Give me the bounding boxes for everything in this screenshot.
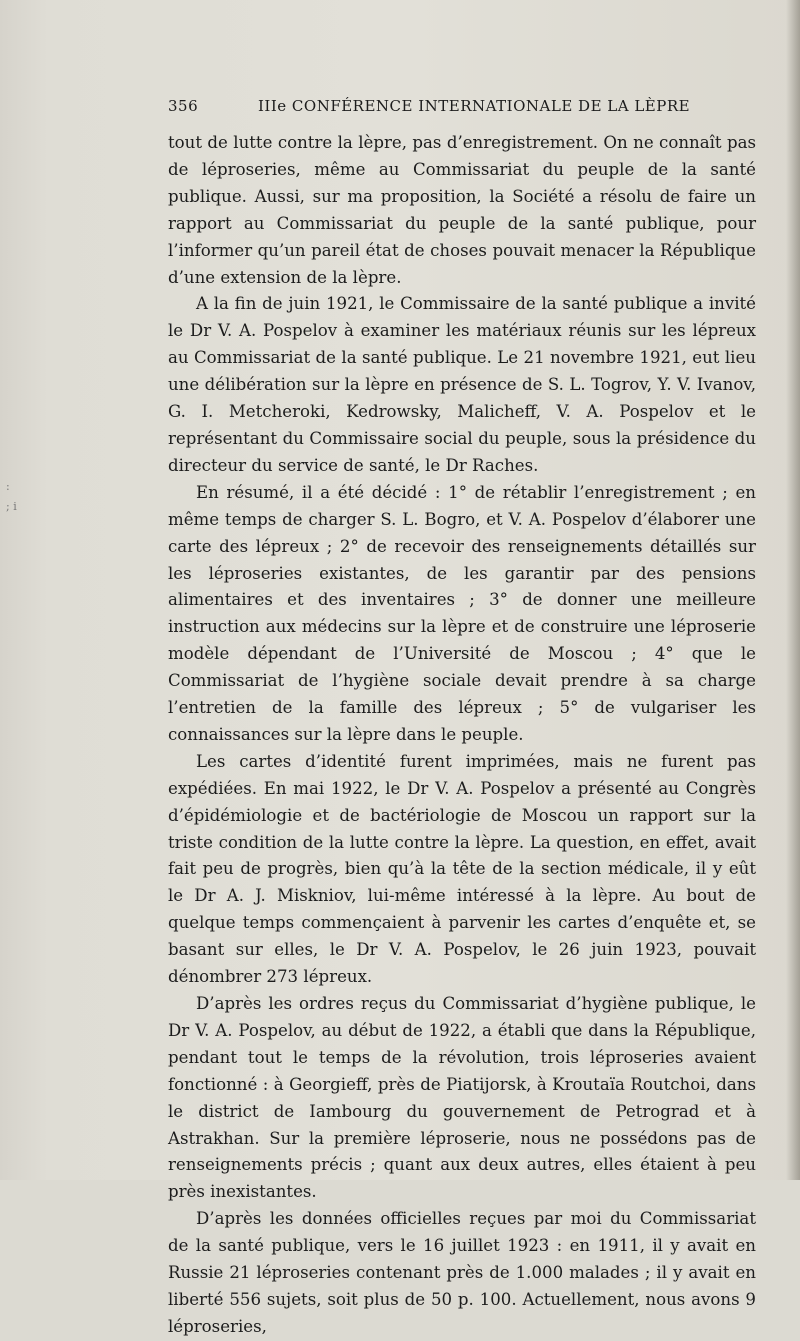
paragraph: Les cartes d’identité furent imprimées, mais ne furent pas expédiées. En mai 1922, le Dr V. A. Pospelov a présenté au Congrès d’épidémiologie et de bactériologie de Moscou un rapport sur la triste condition de la lutte contre la lèpre. La question, en effet, avait fait peu de progrès, bien qu’à la tête de la section médicale, il y eût le Dr A. J. Miskniov, lui-même intéressé à la lèpre. Au bout de quelque temps commençaient à parvenir les cartes d’enquête et, se basant sur elles, le Dr V. A. Pospelov, le 26 juin 1923, pouvait dénombrer 273 lépreux. xyxy=(168,751,756,987)
paragraph: En résumé, il a été décidé : 1° de rétablir l’enregistrement ; en même temps de charger S. L. Bogro, et V. A. Pospelov d’élaborer une carte des lépreux ; 2° de recevoir des renseignements détaillés sur les léproseries existantes, de les garantir par des pensions alimentaires et des inventaires ; 3° de donner une meilleure instruction aux médecins sur la lèpre et de construire une léproserie modèle dépendant de l’Université de Moscou ; 4° que le Commissariat de l’hygiène sociale devait prendre à sa charge l’entretien de la famille des lépreux ; 5° de vulgariser les connaissances sur la lèpre dans le peuple. xyxy=(168,482,756,744)
running-title: IIIe CONFÉRENCE INTERNATIONALE DE LA LÈPRE xyxy=(258,97,691,115)
margin-mark: : xyxy=(6,480,10,493)
page-number: 356 xyxy=(168,97,199,115)
page-edge-shadow xyxy=(786,0,800,1180)
paragraph: tout de lutte contre la lèpre, pas d’enregistrement. On ne connaît pas de léproseries, même au Commissariat du peuple de la santé publique. Aussi, sur ma proposition, la Société a résolu de faire un rapport au Commissariat du peuple de la santé publique, pour l’informer qu’un pareil état de choses pouvait menacer la République d’une extension de la lèpre. xyxy=(168,133,756,287)
paragraph: D’après les ordres reçus du Commissariat d’hygiène publique, le Dr V. A. Pospelov, au début de 1922, a établi que dans la République, pendant tout le temps de la révolution, trois léproseries avaient fonctionné : à Georgieff, près de Piatijorsk, à Kroutaïa Routchoi, dans le district de Iambourg du gouvernement de Petrograd et à Astrakhan. Sur la première léproserie, nous ne possédons pas de renseignements précis ; quant aux deux autres, elles étaient à peu près inexistantes. xyxy=(168,994,756,1202)
margin-mark: ; i xyxy=(6,500,17,513)
running-header xyxy=(168,97,758,119)
body-text xyxy=(168,130,756,1341)
paragraph: A la fin de juin 1921, le Commissaire de la santé publique a invité le Dr V. A. Pospelov à examiner les matériaux réunis sur les lépreux au Commissariat de la santé publique. Le 21 novembre 1921, eut lieu une délibération sur la lèpre en présence de S. L. Togrov, Y. V. Ivanov, G. I. Metcheroki, Kedrowsky, Malicheff, V. A. Pospelov et le représentant du Commissaire social du peuple, sous la présidence du directeur du service de santé, le Dr Raches. xyxy=(168,294,756,475)
paragraph: D’après les données officielles reçues par moi du Commissariat de la santé publique, vers le 16 juillet 1923 : en 1911, il y avait en Russie 21 léproseries contenant près de 1.000 malades ; il y avait en liberté 556 sujets, soit plus de 50 p. 100. Actuellement, nous avons 9 léproseries, xyxy=(168,1209,756,1336)
